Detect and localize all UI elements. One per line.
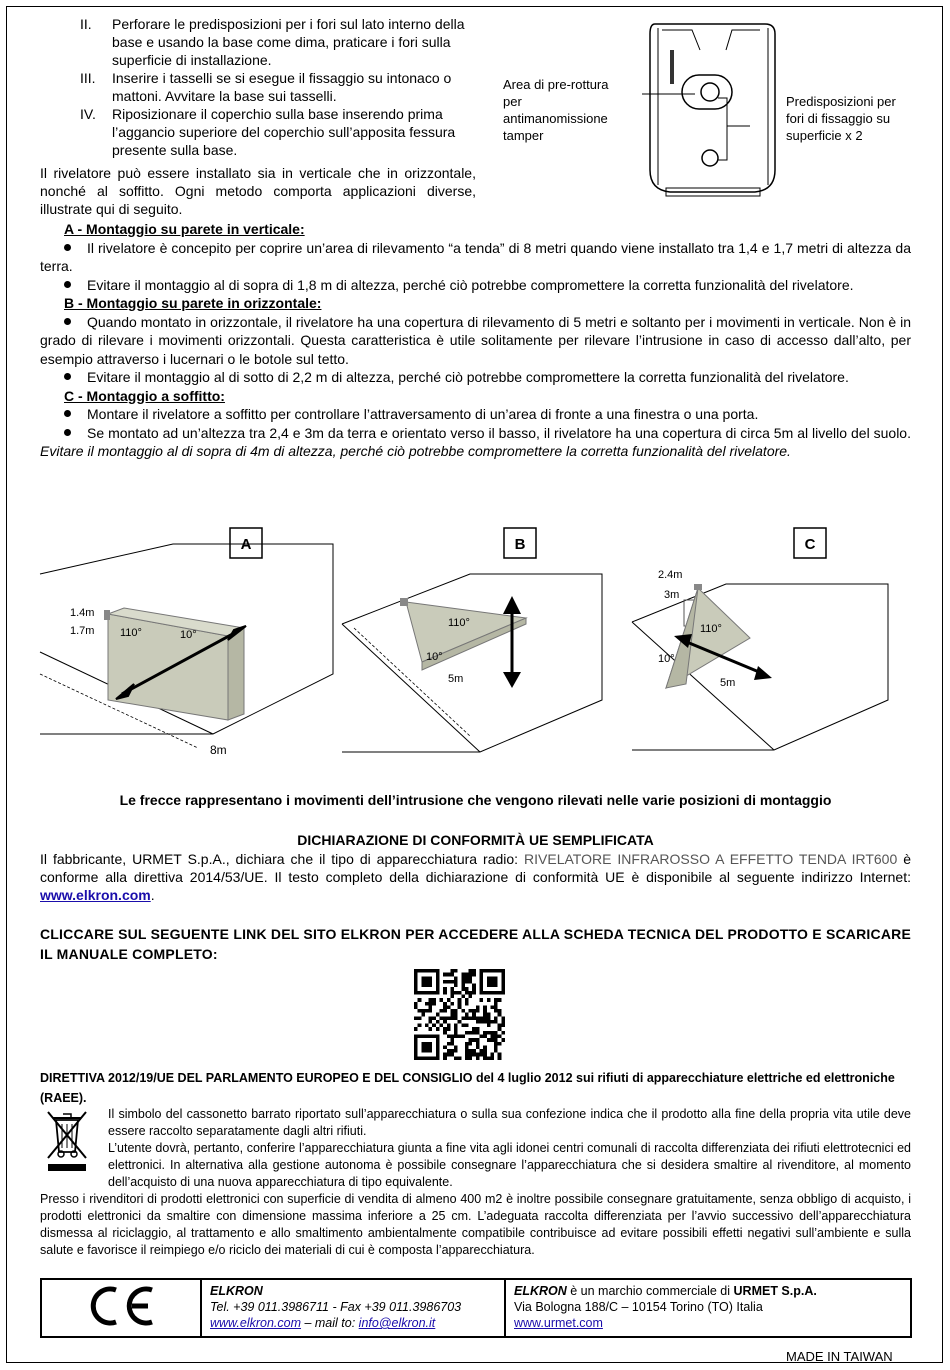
figure-a-height-max: 1.7m	[70, 625, 95, 637]
step-text: Perforare le predisposizioni per i fori sul lato interno della base e usando la base come dima, praticare i fori sulla superficie di installazione.	[112, 16, 465, 68]
figure-c-height-max: 3m	[664, 589, 680, 601]
bullet-text: Montare il rivelatore a soffitto per controllare l’attraversamento di un’area di fronte a una finestra o una porta.	[87, 406, 759, 422]
step-item	[80, 105, 480, 159]
bullet-icon	[64, 373, 71, 380]
intro-paragraph: Il rivelatore può essere installato sia in verticale che in orizzontale, nonché al soffitto. Ogni metodo comporta applicazioni diverse, illustrate qui di seguito.	[40, 165, 476, 217]
section-c-title: C - Montaggio a soffitto:	[64, 387, 225, 404]
section-a-bullet	[40, 239, 911, 276]
bullet-icon	[64, 429, 71, 436]
bullet-text: Evitare il montaggio al di sotto di 2,2 m di altezza, perché ciò potrebbe compromettere la corretta funzionalità del rivelatore.	[87, 369, 849, 385]
declaration-intro: Il fabbricante, URMET S.p.A., dichiara che il tipo di apparecchiatura radio:	[40, 851, 519, 867]
weee-paragraph: Il simbolo del cassonetto barrato riportato sull’apparecchiatura o sulla sua confezione indica che il prodotto alla fine della propria vita utile deve essere raccolto separatamente dagli altri rifiuti.	[108, 1107, 911, 1138]
figure-c-angle: 110°	[700, 623, 722, 635]
crossed-bin-icon	[44, 1108, 90, 1172]
figure-a-distance: 8m	[210, 743, 227, 757]
declaration-title: DICHIARAZIONE DI CONFORMITÀ UE SEMPLIFICATA	[297, 832, 654, 848]
installation-steps	[80, 15, 480, 159]
figure-a-vertical-mounting	[38, 524, 338, 764]
elkron-web-link[interactable]: www.elkron.com	[210, 1316, 301, 1330]
mounting-sections	[40, 220, 911, 461]
email-link[interactable]: info@elkron.it	[358, 1316, 436, 1330]
section-b-bullet	[40, 368, 911, 387]
urmet-web-link[interactable]: www.urmet.com	[514, 1316, 603, 1330]
made-in-label: MADE IN TAIWAN	[786, 1349, 893, 1364]
brand-name-2: ELKRON	[514, 1284, 567, 1298]
step-item	[80, 15, 480, 69]
figure-b-label: B	[514, 536, 526, 553]
section-a-title: A - Montaggio su parete in verticale:	[64, 221, 305, 237]
figure-b-distance: 5m	[448, 673, 464, 685]
figure-c-distance: 5m	[720, 677, 736, 689]
footer-table	[40, 1278, 912, 1338]
weee-paragraph: Presso i rivenditori di prodotti elettronici con superficie di vendita di almeno 400 m2 è inoltre possibile consegnare gratuitamente, senza obbligo di acquisto, i prodotti elettronici da smaltire con dimensione massima inferiore a 25 cm. L’adeguata raccolta differenziata per l’avvio successivo dell’apparecchiatura dismessa al riciclaggio, al trattamento e allo smaltimento ambientalmente compatibile contribuisce ad evitare possibili effetti negativi sull’ambiente e sulla salute e favorisce il reimpiego e/o riciclo dei materiali di cui è composta l’apparecchiatura.	[40, 1192, 911, 1257]
section-c-bullet	[40, 405, 911, 424]
tamper-callout: Area di pre-rottura per antimanomissione tamper	[503, 77, 609, 143]
weee-text	[108, 1106, 911, 1191]
ce-cell	[41, 1279, 201, 1337]
figure-b-horizontal-mounting	[340, 524, 610, 764]
bullet-text: Se montato ad un’altezza tra 2,4 e 3m da terra e orientato verso il basso, il rivelatore ha una copertura di circa 5m al livello del suolo.	[87, 424, 911, 441]
elkron-contact-cell	[201, 1279, 505, 1337]
step-item	[80, 69, 480, 105]
declaration-text	[40, 850, 911, 904]
figure-b-small-angle: 10°	[426, 651, 443, 663]
figure-c-small-angle: 10°	[658, 653, 675, 665]
qr-code-image[interactable]	[414, 969, 505, 1060]
ce-mark-icon	[86, 1284, 156, 1328]
brand-name: ELKRON	[210, 1284, 263, 1298]
step-number: II.	[80, 16, 92, 32]
step-number: III.	[80, 70, 96, 86]
urmet-cell	[505, 1279, 911, 1337]
fixing-holes-callout: Predisposizioni per fori di fissaggio su superficie x 2	[786, 94, 896, 143]
figure-a-angle: 110°	[120, 627, 142, 639]
bullet-icon	[64, 244, 71, 251]
figure-c-ceiling-mounting	[630, 524, 900, 764]
figure-c-label: C	[804, 536, 816, 553]
bullet-italic-text: Evitare il montaggio al di sopra di 4m di altezza, perché ciò potrebbe compromettere la corretta funzionalità del rivelatore.	[40, 443, 791, 459]
company-address: Via Bologna 188/C – 10154 Torino (TO) Italia	[514, 1300, 763, 1314]
company-name: URMET S.p.A.	[733, 1284, 817, 1298]
bullet-text: Quando montato in orizzontale, il rivelatore ha una copertura di rilevamento di 5 metri e soltanto per i movimenti in verticale. Non è in grado di rilevare i movimenti orizzontali. Questa caratteristica è utile solitamente per rilevare l’intrusione in caso di accesso dall’alto, per esempio attraverso i lucernari o le botole sul tetto.	[40, 313, 911, 367]
download-instructions: CLICCARE SUL SEGUENTE LINK DEL SITO ELKRON PER ACCEDERE ALLA SCHEDA TECNICA DEL PRODOTTO E SCARICARE IL MANUALE COMPLETO:	[40, 926, 911, 962]
declaration-end: .	[150, 887, 155, 903]
elkron-website-link[interactable]: www.elkron.com	[40, 887, 151, 903]
figure-caption: Le frecce rappresentano i movimenti dell’intrusione che vengono rilevati nelle varie posizioni di montaggio	[119, 792, 832, 808]
figure-c-height-min: 2.4m	[658, 569, 683, 581]
bullet-text: Evitare il montaggio al di sopra di 1,8 m di altezza, perché ciò potrebbe compromettere la corretta funzionalità del rivelatore.	[87, 276, 854, 293]
figure-a-small-angle: 10°	[180, 629, 197, 641]
trademark-text: è un marchio commerciale di	[566, 1284, 734, 1298]
figure-a-height-min: 1.4m	[70, 607, 95, 619]
declaration-body: è conforme alla direttiva 2014/53/UE. Il testo completo della dichiarazione di conformità UE è disponibile al seguente indirizzo Internet:	[40, 851, 911, 885]
figure-b-angle: 110°	[448, 617, 470, 629]
section-a-bullet	[40, 276, 911, 295]
mail-separator: – mail to:	[301, 1316, 359, 1330]
device-base-drawing	[600, 20, 800, 200]
figure-a-label: A	[240, 536, 252, 553]
step-text: Inserire i tasselli se si esegue il fissaggio su intonaco o mattoni. Avvitare la base sui tasselli.	[112, 70, 452, 104]
section-b-bullet	[40, 313, 911, 369]
bullet-text: Il rivelatore è concepito per coprire un’area di rilevamento “a tenda” di 8 metri quando viene installato tra 1,4 e 1,7 metri di altezza da terra.	[40, 239, 911, 274]
bullet-icon	[64, 410, 71, 417]
product-name: RIVELATORE INFRAROSSO A EFFETTO TENDA IRT600	[524, 851, 898, 867]
step-number: IV.	[80, 106, 96, 122]
bullet-icon	[64, 281, 71, 288]
phone-fax: Tel. +39 011.3986711 - Fax +39 011.3986703	[210, 1300, 462, 1314]
section-b-title: B - Montaggio su parete in orizzontale:	[64, 295, 322, 311]
step-text: Riposizionare il coperchio sulla base inserendo prima l’aggancio superiore del coperchio sull’apposita fessura presente sulla base.	[112, 106, 456, 158]
weee-directive-title: DIRETTIVA 2012/19/UE DEL PARLAMENTO EUROPEO E DEL CONSIGLIO del 4 luglio 2012 sui rifiuti di apparecchiature elettriche ed elettroniche (RAEE).	[40, 1071, 895, 1105]
bullet-icon	[64, 318, 71, 325]
section-c-bullet	[40, 424, 911, 461]
weee-paragraph: L’utente dovrà, pertanto, conferire l’apparecchiatura giunta a fine vita agli idonei centri comunali di raccolta differenziata dei rifiuti elettrotecnici ed elettronici. In alternativa alla gestione autonoma è possibile consegnare l’apparecchiatura che si desidera smaltire al rivenditore, al momento dell’acquisto di una nuova apparecchiatura di tipo equivalente.	[108, 1141, 911, 1189]
